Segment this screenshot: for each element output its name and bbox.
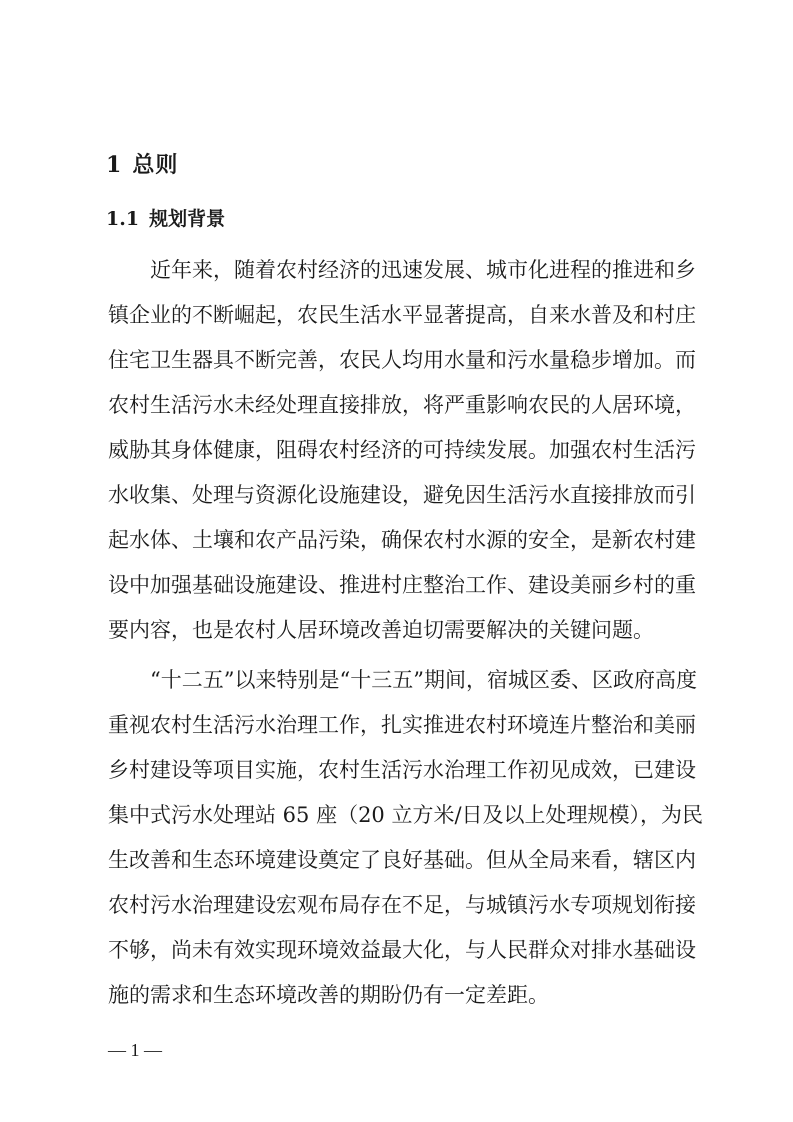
chapter-title: 总则	[132, 152, 179, 178]
paragraph-line: “十二五”以来特别是“十三五”期间，宿城区委、区政府高度	[150, 668, 697, 692]
paragraph-line: 农村生活污水未经处理直接排放，将严重影响农民的人居环境，	[108, 393, 696, 417]
paragraph-line: 不够，尚未有效实现环境效益最大化，与人民群众对排水基础设	[108, 938, 696, 962]
page-number: — 1 —	[108, 1040, 162, 1060]
paragraph-line: 镇企业的不断崛起，农民生活水平显著提高，自来水普及和村庄	[108, 303, 696, 327]
paragraph-line: 生改善和生态环境建设奠定了良好基础。但从全局来看，辖区内	[108, 848, 696, 872]
paragraph-line: 近年来，随着农村经济的迅速发展、城市化进程的推进和乡	[150, 258, 696, 282]
paragraph-line: 水收集、处理与资源化设施建设，避免因生活污水直接排放而引	[108, 483, 696, 507]
section-number: 1.1	[106, 208, 140, 230]
paragraph-line: 乡村建设等项目实施，农村生活污水治理工作初见成效，已建设	[108, 758, 696, 782]
section-heading	[106, 204, 225, 231]
paragraph-line: 重视农村生活污水治理工作，扎实推进农村环境连片整治和美丽	[108, 713, 696, 737]
paragraph-line: 威胁其身体健康，阻碍农村经济的可持续发展。加强农村生活污	[108, 438, 696, 462]
chapter-number: 1	[106, 152, 123, 178]
paragraph-line: 住宅卫生器具不断完善，农民人均用水量和污水量稳步增加。而	[108, 348, 696, 372]
chapter-heading	[106, 148, 178, 179]
paragraph-line: 起水体、土壤和农产品污染，确保农村水源的安全，是新农村建	[108, 528, 696, 552]
section-title: 规划背景	[149, 208, 226, 230]
paragraph-line: 要内容，也是农村人居环境改善迫切需要解决的关键问题。	[108, 618, 654, 642]
paragraph-line: 农村污水治理建设宏观布局存在不足，与城镇污水专项规划衔接	[108, 893, 696, 917]
paragraph-line: 集中式污水处理站 65 座（20 立方米/日及以上处理规模），为民	[108, 803, 704, 827]
paragraph-line: 设中加强基础设施建设、推进村庄整治工作、建设美丽乡村的重	[108, 573, 696, 597]
paragraph-line: 施的需求和生态环境改善的期盼仍有一定差距。	[108, 983, 549, 1007]
